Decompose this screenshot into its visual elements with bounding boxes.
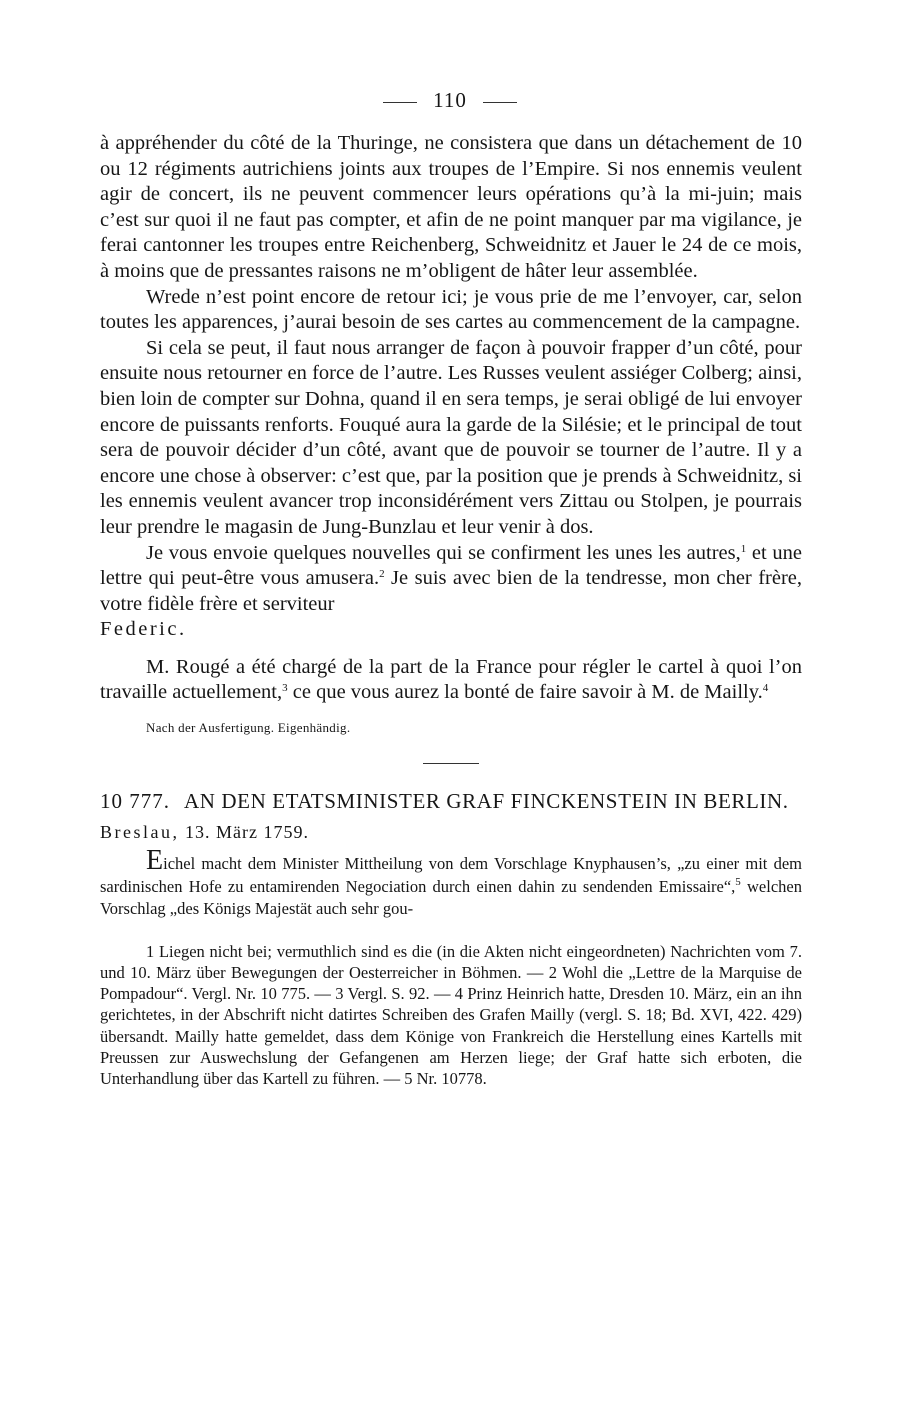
footnote-mark-2: 2: [379, 568, 385, 581]
source-note: Nach der Ausfertigung. Eigenhändig.: [146, 720, 351, 736]
head-dash-right: [483, 102, 517, 103]
footnote-mark-4: 4: [762, 682, 769, 695]
letter-closing: [100, 541, 802, 618]
running-head: [0, 88, 900, 113]
footnotes-text: 1 Liegen nicht bei; vermuthlich sind es die (in die Akten nicht eingeordneten) Nachrichten vom 7. und 10. März über Bewegungen der Oesterreicher in Böhmen. — 2 Wohl die „Lettre de la Marquise de Pompadour“. Vergl. Nr. 10 775. — 3 Vergl. S. 92. — 4 Prinz Heinrich hatte, Dresden 10. März, ein an ihn gerichtetes, in der Abschrift nicht datirtes Schreiben des Grafen Mailly (vergl. S. 18; Bd. XVI, 422. 429) übersandt. Mailly hatte gemeldet, dass dem Könige von Frankreich die Herstellung eines Kartells mit Preussen zur Auswechslung der Gefangenen am Herzen liege; der Graf hatte sich erboten, die Unterhandlung über das Kartell zu führen. — 5 Nr. 10778.: [100, 941, 802, 1088]
postscript: [100, 655, 802, 706]
page-number: 110: [433, 88, 467, 112]
postscript-text-1: M. Rougé a été chargé de la part de la France pour régler le cartel à quoi l’on travaille actuellement,: [100, 655, 802, 704]
footnote-mark-3: 3: [282, 682, 288, 695]
main-text: [100, 131, 802, 1089]
document-number: 10 777.: [100, 788, 170, 813]
letter-paragraph-1: à appréhender du côté de la Thuringe, ne consistera que dans un détachement de 10 ou 12 régiments autrichiens joints aux troupes de l’Empire. Si nos ennemis veulent agir de concert, ils ne peuvent commencer leurs opérations qu’à la mi-juin; mais c’est sur quoi il ne faut pas compter, et afin de ne point manquer par ma vigilance, je ferai cantonner les troupes entre Reichenberg, Schweidnitz et Jauer le 24 de ce mois, à moins que de pressantes raisons ne m’obligent de hâter leur assemblée.: [100, 132, 802, 282]
closing-text-2: et une lettre qui peut-être vous amusera.: [100, 541, 802, 590]
document-heading: [100, 788, 802, 814]
footnote-mark-1: 1: [740, 542, 747, 555]
closing-text-1: Je vous envoie quelques nouvelles qui se confirment les unes les autres,: [146, 541, 741, 564]
dateline-place: Breslau,: [100, 821, 180, 842]
letter-paragraph-2: Wrede n’est point encore de retour ici; je vous prie de me l’envoyer, car, selon toutes les apparences, j’aurai besoin de ses cartes au commencement de la campagne.: [100, 285, 802, 334]
drop-cap: E: [146, 845, 164, 877]
document-heading-text: AN DEN ETATSMINISTER GRAF FINCKENSTEIN IN BERLIN.: [184, 788, 789, 813]
signature: Federic.: [100, 618, 187, 641]
letter-paragraph-3: Si cela se peut, il faut nous arranger de façon à pouvoir frapper d’un côté, pour ensuite nous retourner en force de l’autre. Les Russes veulent assiéger Colberg; ainsi, bien loin de compter sur Dohna, quand il en sera temps, je serai obligé de lui envoyer encore de puissants renforts. Fouqué aura la garde de la Silésie; et le principal de tout sera de pouvoir décider d’un côté, avant que de pouvoir se tourner de l’autre. Il y a encore une chose à observer: c’est que, par la position que je prends à Schweidnitz, si les ennemis veulent avancer trop inconsidérément vers Zittau ou Stolpen, je pourrais leur prendre le magasin de Jung-Bunzlau et leur venir à dos.: [100, 336, 802, 538]
dateline: [100, 820, 802, 846]
section-separator: [423, 763, 479, 764]
document-summary: [100, 845, 802, 921]
footnotes: [100, 941, 802, 1089]
summary-text-1: ichel macht dem Minister Mittheilung von dem Vorschlage Knyphausen’s, „zu einer mit dem sardinischen Hofe zu entamirenden Negociation durch einen dahin zu sendenden Emissaire“,: [100, 854, 802, 896]
footnote-mark-5: 5: [735, 875, 741, 888]
head-dash-left: [383, 102, 417, 103]
dateline-date: 13. März 1759.: [184, 821, 309, 842]
summary-text-2: welchen Vorschlag „des Königs Majestät auch sehr gou-: [100, 876, 802, 919]
closing-text-3: Je suis avec bien de la tendresse, mon cher frère, votre fidèle frère et serviteur: [100, 567, 802, 615]
postscript-text-2: ce que vous aurez la bonté de faire savoir à M. de Mailly.: [287, 681, 763, 704]
